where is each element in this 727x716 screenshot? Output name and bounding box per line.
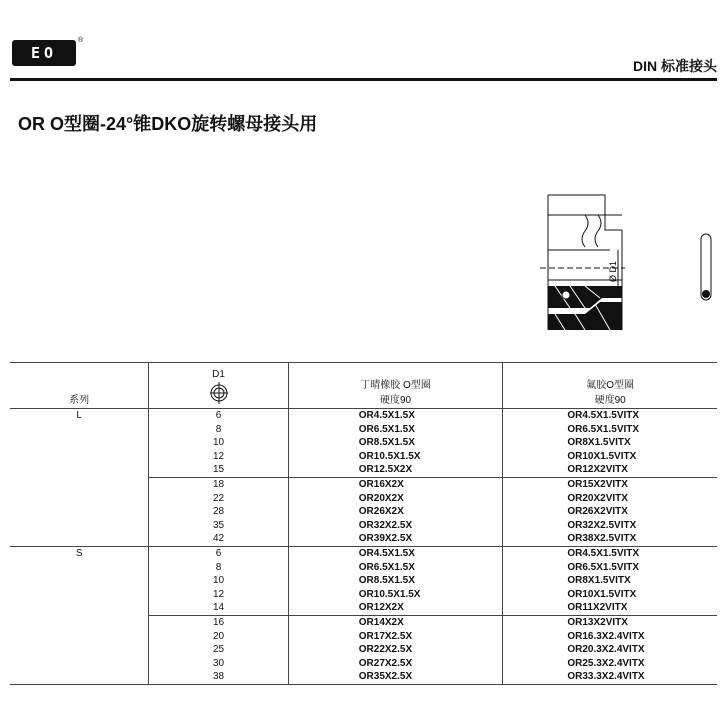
table-row (10, 436, 717, 450)
series-cell (10, 477, 149, 491)
header-nbr-line2: 硬度90 (379, 395, 412, 406)
fkm-oring-cell: OR16.3X2.4VITX (503, 630, 717, 644)
fkm-oring-cell: OR20.3X2.4VITX (503, 643, 717, 657)
fkm-oring-cell: OR10X1.5VITX (503, 450, 717, 464)
table-row (10, 601, 717, 615)
nbr-oring-cell: OR6.5X1.5X (358, 423, 415, 435)
d1-cell: 8 (149, 423, 288, 437)
series-cell (10, 423, 149, 437)
table-row (10, 574, 717, 588)
nbr-oring-cell: OR27X2.5X (358, 657, 413, 669)
series-cell (10, 588, 149, 602)
series-cell (10, 463, 149, 477)
table-row (10, 463, 717, 477)
nbr-oring-cell: OR39X2.5X (358, 533, 413, 545)
o-ring-spec-table (10, 362, 717, 685)
diameter-icon (209, 380, 229, 406)
series-cell (10, 492, 149, 506)
fkm-oring-cell: OR15X2VITX (503, 477, 717, 491)
series-cell: S (10, 546, 149, 560)
header-fkm-line2: 硬度90 (594, 395, 626, 406)
d1-cell: 12 (149, 450, 288, 464)
fkm-oring-cell: OR6.5X1.5VITX (503, 423, 717, 437)
fkm-oring-cell: OR13X2VITX (503, 615, 717, 629)
series-cell (10, 505, 149, 519)
series-cell (10, 519, 149, 533)
table-row (10, 615, 717, 629)
nbr-oring-cell: OR8.5X1.5X (358, 437, 415, 449)
d1-cell: 6 (149, 546, 288, 560)
registered-mark: ® (78, 37, 84, 44)
table-row (10, 561, 717, 575)
series-cell (10, 450, 149, 464)
d1-cell: 28 (149, 505, 288, 519)
table-row (10, 505, 717, 519)
nbr-oring-cell: OR35X2.5X (288, 670, 503, 684)
nbr-oring-cell: OR26X2X (358, 506, 404, 518)
d1-cell: 25 (149, 643, 288, 657)
series-cell (10, 630, 149, 644)
nbr-oring-cell: OR17X2.5X (358, 630, 413, 642)
d1-cell: 22 (149, 492, 288, 506)
table-row (10, 532, 717, 546)
series-cell (10, 657, 149, 671)
brand-logo (12, 37, 84, 70)
d1-cell: 38 (149, 670, 288, 684)
header-nbr-line1: 丁晴橡胶 O型圈 (360, 380, 431, 391)
table-row (10, 477, 717, 491)
table-row (10, 657, 717, 671)
nbr-oring-cell: OR4.5X1.5X (358, 410, 415, 421)
nbr-oring-cell: OR8.5X1.5X (358, 575, 415, 587)
fkm-oring-cell: OR26X2VITX (503, 505, 717, 519)
fkm-oring-cell: OR25.3X2.4VITX (503, 657, 717, 671)
header-title: DIN 标准接头 (633, 58, 717, 74)
series-cell (10, 436, 149, 450)
nbr-oring-cell: OR20X2X (358, 492, 404, 504)
header-divider (10, 78, 717, 81)
d1-cell: 20 (149, 630, 288, 644)
nbr-oring-cell: OR16X2X (288, 477, 503, 491)
table-row (10, 630, 717, 644)
fkm-oring-cell: OR10X1.5VITX (503, 588, 717, 602)
fkm-oring-cell: OR32X2.5VITX (503, 519, 717, 533)
fkm-oring-cell: OR4.5X1.5VITX (503, 409, 717, 423)
logo-text: EO (12, 40, 76, 66)
header-d1-label: D1 (212, 369, 225, 380)
table-row (10, 409, 717, 423)
nbr-oring-cell: OR22X2.5X (358, 644, 413, 656)
d1-cell: 18 (149, 477, 288, 491)
o-ring-icon (698, 232, 714, 302)
fkm-oring-cell: OR4.5X1.5VITX (503, 546, 717, 560)
nbr-oring-cell: OR12.5X2X (358, 464, 413, 476)
fkm-oring-cell: OR6.5X1.5VITX (503, 561, 717, 575)
nbr-oring-cell: OR12X2X (358, 602, 404, 614)
table-row (10, 643, 717, 657)
nbr-oring-cell: OR4.5X1.5X (288, 546, 503, 560)
header-series: 系列 (10, 363, 149, 409)
series-cell (10, 670, 149, 684)
nbr-oring-cell: OR32X2.5X (358, 519, 413, 531)
d1-cell: 15 (149, 463, 288, 477)
series-cell (10, 601, 149, 615)
table-header-row (10, 363, 717, 409)
d1-cell: 12 (149, 588, 288, 602)
table-row (10, 423, 717, 437)
dim-label: Ø D1 (608, 260, 618, 282)
nbr-oring-cell: OR6.5X1.5X (358, 561, 415, 573)
table-row (10, 588, 717, 602)
fitting-section-drawing (530, 190, 630, 340)
fkm-oring-cell: OR33.3X2.4VITX (503, 670, 717, 684)
series-cell (10, 574, 149, 588)
d1-cell: 42 (149, 532, 288, 546)
d1-cell: 10 (149, 436, 288, 450)
fkm-oring-cell: OR38X2.5VITX (503, 532, 717, 546)
table-row (10, 519, 717, 533)
table-row (10, 670, 717, 684)
header-nbr (288, 363, 503, 409)
d1-cell: 35 (149, 519, 288, 533)
d1-cell: 10 (149, 574, 288, 588)
header-fkm-line1: 氟胶O型圈 (586, 380, 635, 391)
series-cell (10, 532, 149, 546)
fkm-oring-cell: OR12X2VITX (503, 463, 717, 477)
series-cell (10, 561, 149, 575)
fkm-oring-cell: OR8X1.5VITX (503, 574, 717, 588)
table-row (10, 450, 717, 464)
page-title: OR O型圈-24°锥DKO旋转螺母接头用 (18, 114, 318, 134)
header-d1 (149, 363, 288, 409)
d1-cell: 14 (149, 601, 288, 615)
series-cell: L (76, 410, 82, 421)
table-row (10, 546, 717, 560)
header-fkm (503, 363, 717, 409)
series-cell (10, 615, 149, 629)
d1-cell: 8 (149, 561, 288, 575)
series-cell (10, 643, 149, 657)
d1-cell: 6 (149, 409, 288, 423)
fkm-oring-cell: OR20X2VITX (503, 492, 717, 506)
fkm-oring-cell: OR8X1.5VITX (503, 436, 717, 450)
d1-cell: 16 (149, 615, 288, 629)
table-row (10, 492, 717, 506)
nbr-oring-cell: OR10.5X1.5X (358, 588, 421, 600)
nbr-oring-cell: OR10.5X1.5X (358, 450, 421, 462)
fkm-oring-cell: OR11X2VITX (503, 601, 717, 615)
d1-cell: 30 (149, 657, 288, 671)
nbr-oring-cell: OR14X2X (288, 615, 503, 629)
